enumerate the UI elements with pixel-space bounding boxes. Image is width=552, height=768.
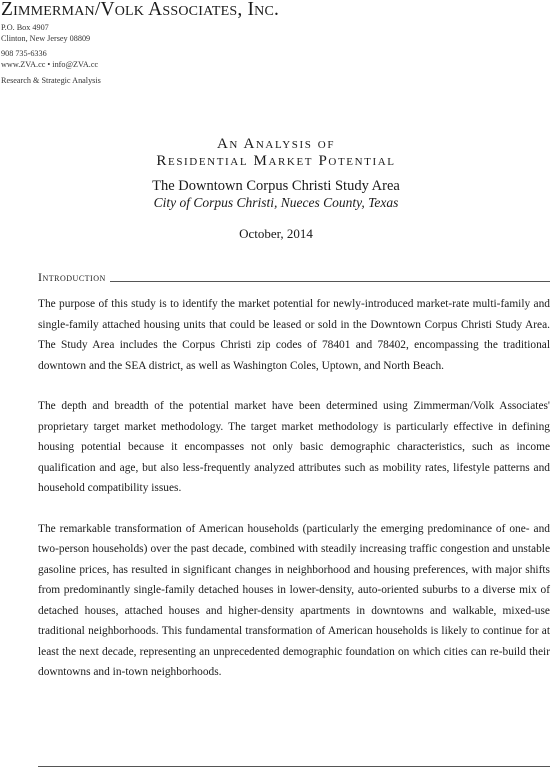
paragraph: The remarkable transformation of American households (particularly the emerging predominance of one- and two-person households) over the past decade, combined with steadily increasing traffic congestion and unstable gasoline prices, has resulted in significant changes in neighborhood and housing preferences, with major shifts from predominantly single-family detached houses in lower-density, auto-oriented suburbs to a diverse mix of detached houses, attached houses and higher-density apartments in downtowns and walkable, mixed-use traditional neighborhoods. This fundamental transformation of American households is likely to continue for at least the next decade, representing an unprecedented demographic foundation on which cities can re-build their downtowns and in-town neighborhoods. bbox=[38, 522, 550, 678]
letterhead bbox=[1, 0, 279, 94]
section-rule bbox=[110, 280, 550, 282]
report-date: October, 2014 bbox=[239, 226, 313, 241]
study-area-title: The Downtown Corpus Christi Study Area bbox=[152, 178, 400, 194]
title-line-2: Residential Market Potential bbox=[156, 153, 396, 169]
address-line-2: Clinton, New Jersey 08809 bbox=[1, 33, 91, 43]
title-line-1: An Analysis of bbox=[216, 136, 336, 152]
company-name: Zimmerman/Volk Associates, Inc. bbox=[1, 0, 280, 20]
paragraph: The purpose of this study is to identify the market potential for newly-introduced market-rate multi-family and single-family attached housing units that could be leased or sold in the Downtown Corpus Christi Study Area. The Study Area includes the Corpus Christi zip codes of 78401 and 78402, encompassing the traditional downtown and the SEA district, as well as Washington Coles, Uptown, and North Beach. bbox=[38, 298, 550, 372]
section-heading bbox=[38, 270, 550, 284]
footer-rule bbox=[38, 766, 550, 767]
tagline: Research & Strategic Analysis bbox=[1, 75, 101, 85]
study-location: City of Corpus Christi, Nueces County, Texas bbox=[153, 195, 399, 210]
body-text bbox=[38, 294, 550, 703]
address-line-1: P.O. Box 4907 bbox=[1, 22, 49, 32]
section-title: Introduction bbox=[38, 270, 106, 284]
phone-number: 908 735-6336 bbox=[1, 48, 47, 58]
paragraph: The depth and breadth of the potential market have been determined using Zimmerman/Volk Associates' proprietary target market methodology. The target market methodology is particularly effective in defining housing potential because it encompasses not only basic demographic characteristics, such as income qualification and age, but also less-frequently analyzed attributes such as mobility rates, lifestyle patterns and household compatibility issues. bbox=[38, 400, 550, 494]
title-block bbox=[0, 136, 552, 242]
web-email: www.ZVA.cc • info@ZVA.cc bbox=[1, 59, 99, 69]
